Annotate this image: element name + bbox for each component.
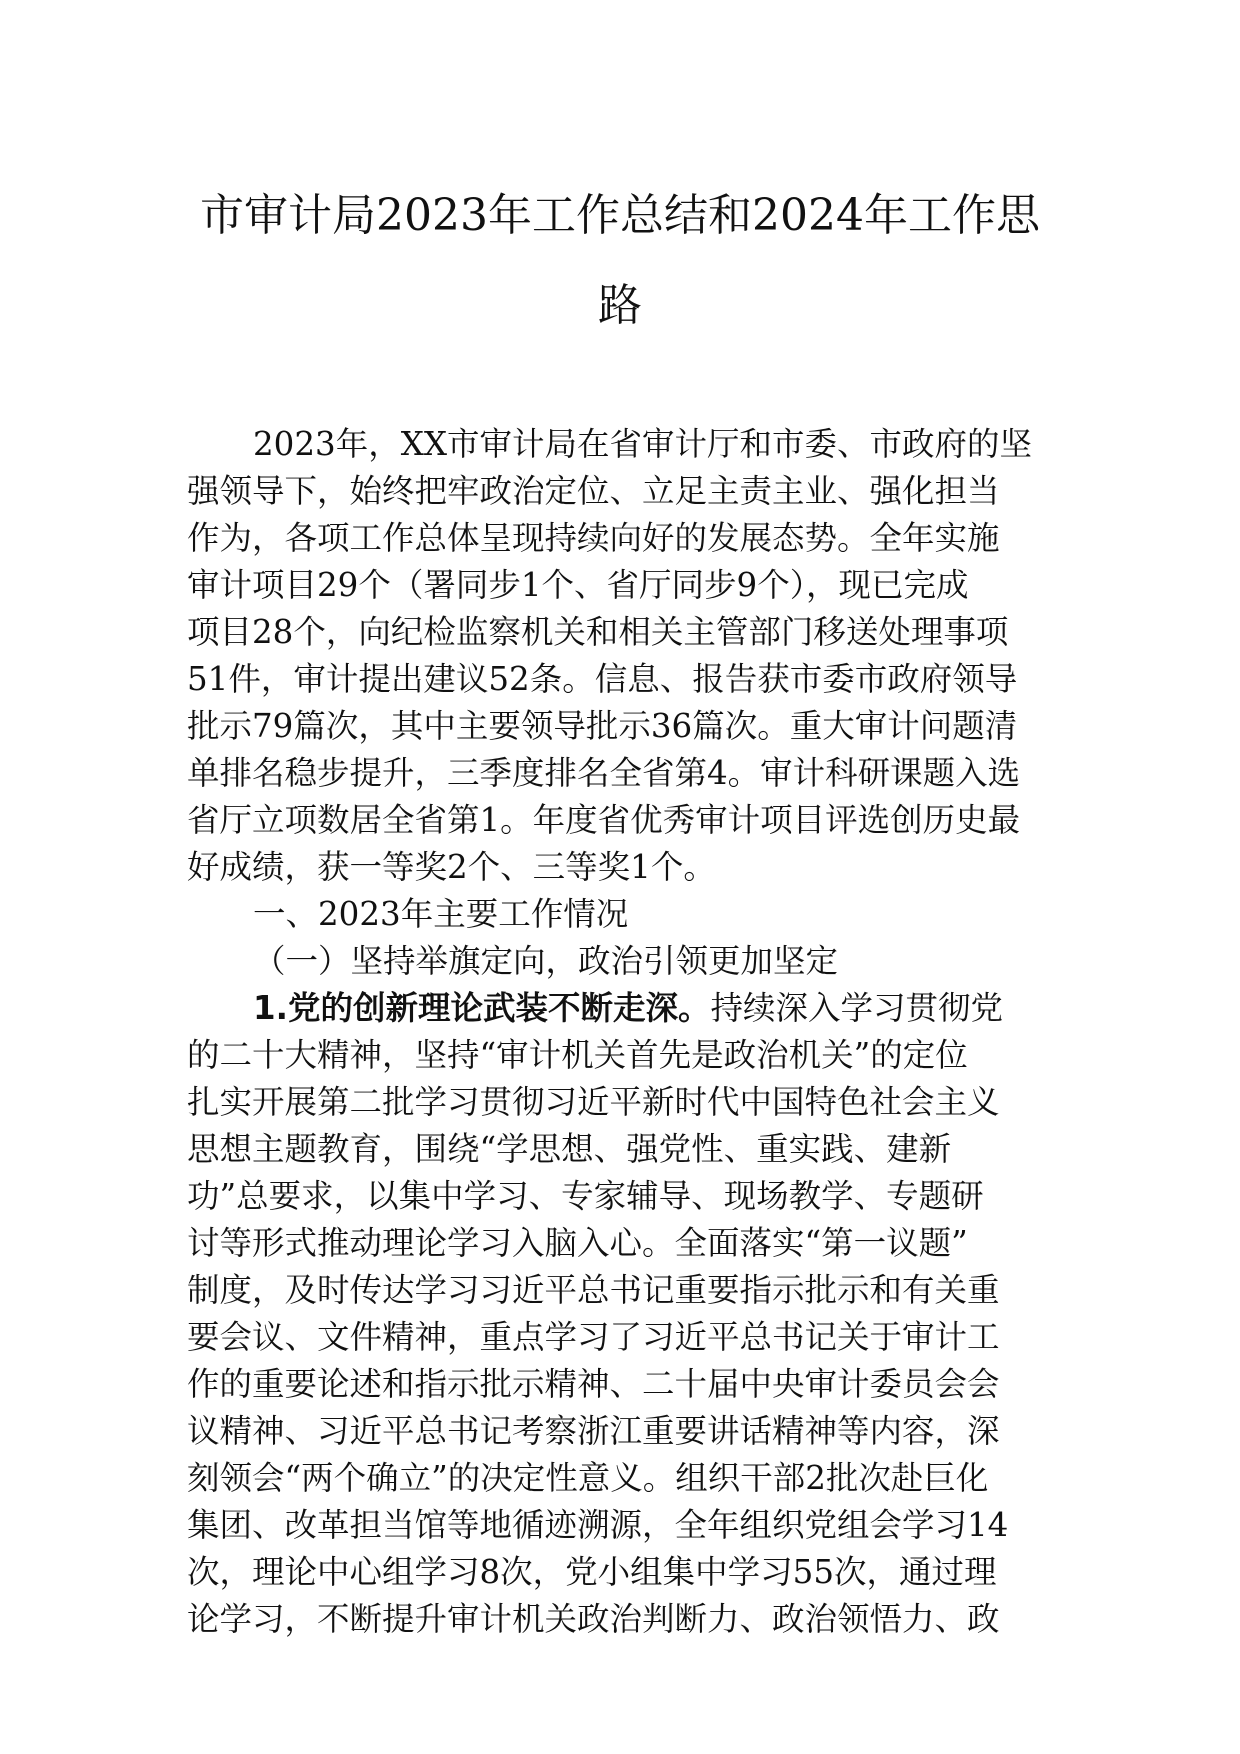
body-text-line <box>187 985 1053 1032</box>
body-text-line <box>187 703 1053 750</box>
body-text-line <box>187 1220 1053 1267</box>
body-text: 持续深入学习贯彻党 <box>710 989 1003 1027</box>
body-text-line <box>187 1502 1053 1549</box>
document-title-line-1: 市审计局2023年工作总结和2024年工作思 <box>200 190 1040 241</box>
body-text: 功”总要求，以集中学习、专家辅导、现场教学、专题研 <box>187 1177 984 1215</box>
body-text: 51件，审计提出建议52条。信息、报告获市委市政府领导 <box>187 660 1018 698</box>
body-text: 作的重要论述和指示批示精神、二十届中央审计委员会会 <box>187 1365 1000 1403</box>
body-text: 扎实开展第二批学习贯彻习近平新时代中国特色社会主义 <box>187 1083 1000 1121</box>
paragraph-lead-heading: 1.党的创新理论武装不断走深。 <box>253 989 711 1027</box>
body-text: 好成绩，获一等奖2个、三等奖1个。 <box>187 848 716 886</box>
document-title-line-2: 路 <box>598 280 642 331</box>
body-text: 讨等形式推动理论学习入脑入心。全面落实“第一议题” <box>187 1224 968 1262</box>
body-text: 审计项目29个（署同步1个、省厅同步9个），现已完成 <box>187 566 969 604</box>
body-text: 单排名稳步提升，三季度排名全省第4。审计科研课题入选 <box>187 754 1021 792</box>
body-text: 思想主题教育，围绕“学思想、强党性、重实践、建新 <box>187 1130 952 1168</box>
body-text: 刻领会“两个确立”的决定性意义。组织干部2批次赴巨化 <box>187 1459 989 1497</box>
body-text-line <box>187 1455 1053 1502</box>
body-text-line <box>187 1408 1053 1455</box>
body-text: 的二十大精神，坚持“审计机关首先是政治机关”的定位 <box>187 1036 968 1074</box>
body-text-line <box>187 1173 1053 1220</box>
body-text-line <box>187 750 1053 797</box>
body-text-line <box>187 1032 1053 1079</box>
body-text: 论学习，不断提升审计机关政治判断力、政治领悟力、政 <box>187 1600 1000 1638</box>
body-text: 批示79篇次，其中主要领导批示36篇次。重大审计问题清 <box>187 707 1018 745</box>
body-text-line <box>187 421 1053 468</box>
body-text-line <box>187 562 1053 609</box>
body-text-line <box>187 609 1053 656</box>
body-text: （一）坚持举旗定向，政治引领更加坚定 <box>253 942 839 980</box>
body-text-line <box>187 1314 1053 1361</box>
body-text: 议精神、习近平总书记考察浙江重要讲话精神等内容，深 <box>187 1412 1000 1450</box>
body-text-line <box>187 1596 1053 1643</box>
body-text-line <box>187 797 1053 844</box>
body-text: 集团、改革担当馆等地循迹溯源，全年组织党组会学习14 <box>187 1506 1009 1544</box>
body-text-line <box>187 1126 1053 1173</box>
body-text-line <box>187 938 1053 985</box>
document-body <box>187 421 1053 1643</box>
body-text: 作为，各项工作总体呈现持续向好的发展态势。全年实施 <box>187 519 1000 557</box>
body-text-line <box>187 1549 1053 1596</box>
body-text-line <box>187 656 1053 703</box>
body-text: 要会议、文件精神，重点学习了习近平总书记关于审计工 <box>187 1318 1000 1356</box>
body-text-line <box>187 468 1053 515</box>
body-text-line <box>187 844 1053 891</box>
body-text-line <box>187 515 1053 562</box>
body-text: 制度，及时传达学习习近平总书记重要指示批示和有关重 <box>187 1271 1000 1309</box>
body-text: 一、2023年主要工作情况 <box>253 895 629 933</box>
body-text-line <box>187 1361 1053 1408</box>
body-text: 省厅立项数居全省第1。年度省优秀审计项目评选创历史最 <box>187 801 1021 839</box>
body-text-line <box>187 1079 1053 1126</box>
body-text: 强领导下，始终把牢政治定位、立足主责主业、强化担当 <box>187 472 1000 510</box>
body-text-line <box>187 1267 1053 1314</box>
body-text: 次，理论中心组学习8次，党小组集中学习55次，通过理 <box>187 1553 997 1591</box>
body-text: 2023年，XX市审计局在省审计厅和市委、市政府的坚 <box>253 425 1032 463</box>
body-text-line <box>187 891 1053 938</box>
body-text: 项目28个，向纪检监察机关和相关主管部门移送处理事项 <box>187 613 1009 651</box>
